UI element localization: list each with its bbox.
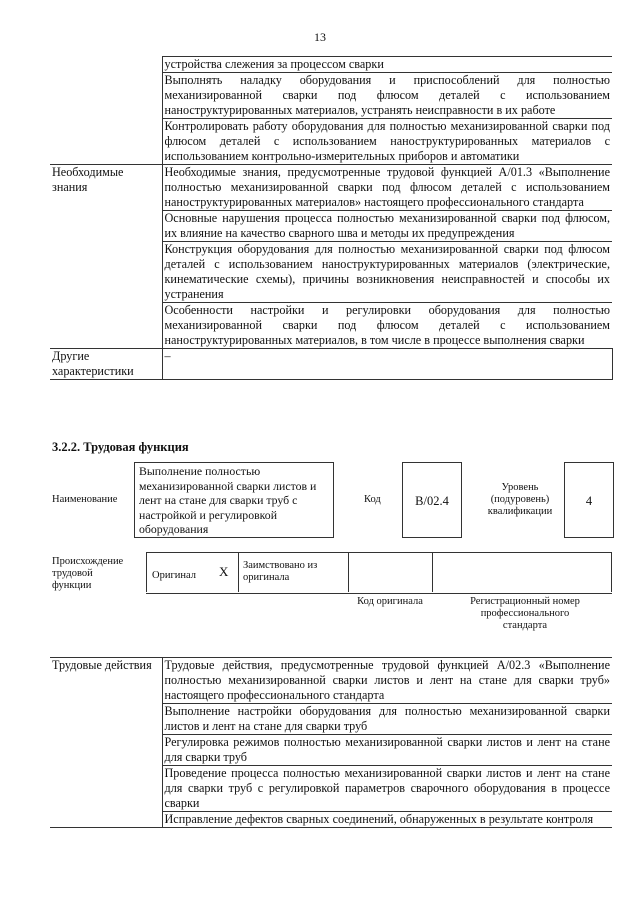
reg-number-label: Регистрационный номер профессионального стандарта (470, 596, 580, 631)
divider (611, 552, 612, 592)
origin-row (146, 552, 612, 594)
table-cell: Основные нарушения процесса полностью механизированной сварки под флюсом, их влияние на качество сварного шва и методы их предупреждения (162, 211, 612, 242)
table-cell: – (162, 349, 612, 380)
skills-knowledge-table (50, 56, 613, 380)
original-mark: X (219, 564, 229, 579)
table-cell: Проведение процесса полностью механизированной сварки листов и лент на стане для сварки труб с регулировкой параметров сварочного оборудования в процессе сварки (162, 766, 612, 812)
code-label: Код (364, 494, 381, 505)
table-cell: Выполнение настройки оборудования для полностью механизированной сварки листов и лент на стане для сварки труб (162, 704, 612, 735)
labor-actions-table (50, 657, 612, 828)
divider (432, 552, 433, 592)
table-cell: Необходимые знания, предусмотренные трудовой функцией А/01.3 «Выполнение полностью механизированной сварки под флюсом деталей с использованием наноструктурированных материалов» настоящего профессионального стандарта (162, 165, 612, 211)
level-box: 4 (564, 462, 614, 538)
level-label: Уровень (подуровень) квалификации (487, 482, 553, 517)
table-cell: Исправление дефектов сварных соединений, обнаруженных в результате контроля (162, 812, 612, 828)
section-title: 3.2.2. Трудовая функция (52, 440, 189, 454)
divider (146, 552, 147, 592)
table-cell: Выполнять наладку оборудования и приспособлений для полностью механизированной сварки под флюсом деталей с использованием наноструктурированных материалов, устранять неисправности в их работе (162, 73, 612, 119)
borrowed-label: Заимствовано из оригинала (243, 560, 318, 583)
page-number: 13 (314, 30, 326, 44)
row-label-actions: Трудовые действия (50, 658, 162, 828)
table-cell: Конструкция оборудования для полностью механизированной сварки под флюсом деталей с использованием наноструктурированных материалов (электрические, кинематические схемы), причины возникновения неисправностей и способы их устранения (162, 242, 612, 303)
original-label: Оригинал (152, 570, 196, 581)
table-cell: Особенности настройки и регулировки оборудования для полностью механизированной сварки под флюсом деталей с использованием наноструктурированных материалов, в том числе в процессе выполнения сварки (162, 303, 612, 349)
row-label (50, 57, 162, 165)
origin-label: Происхождение трудовой функции (52, 556, 124, 591)
table-cell: Трудовые действия, предусмотренные трудовой функцией А/02.3 «Выполнение полностью механизированной сварки листов и лент на стане для сварки труб» настоящего профессионального стандарта (162, 658, 612, 704)
name-label: Наименование (52, 494, 118, 505)
origin-code-label: Код оригинала (357, 596, 423, 607)
code-box: B/02.4 (402, 462, 462, 538)
divider (348, 552, 349, 592)
table-cell: устройства слежения за процессом сварки (162, 57, 612, 73)
row-label-other: Другие характеристики (50, 349, 162, 380)
divider (238, 552, 239, 592)
table-cell: Регулировка режимов полностью механизированной сварки листов и лент на стане для сварки труб (162, 735, 612, 766)
function-name-box: Выполнение полностью механизированной сварки листов и лент на стане для сварки труб с настройкой и регулировкой оборудования (134, 462, 334, 538)
table-cell: Контролировать работу оборудования для полностью механизированной сварки под флюсом деталей с использованием наноструктурированных материалов с использованием контрольно-измерительных приборов и автоматики (162, 119, 612, 165)
row-label-knowledge: Необходимые знания (50, 165, 162, 349)
